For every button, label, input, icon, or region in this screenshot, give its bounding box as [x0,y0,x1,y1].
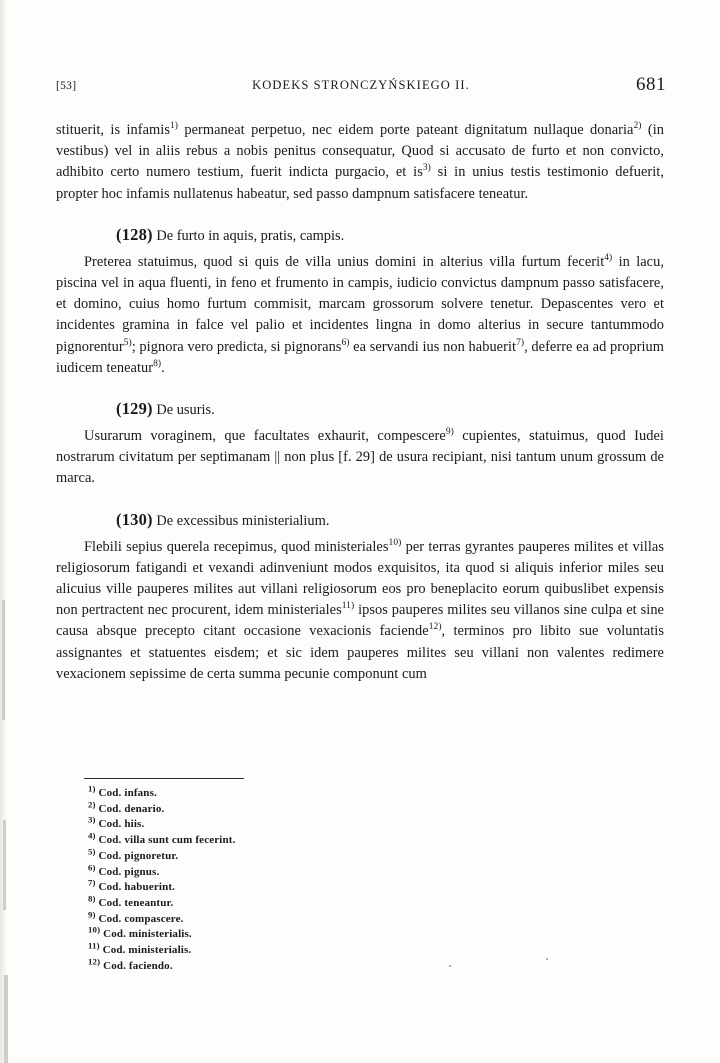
footnote-text: Cod. ministerialis. [103,928,192,941]
scan-speck-artifact [546,958,548,960]
section-title: De excessibus ministerialium. [156,512,330,529]
footnote-text: Cod. compascere. [98,912,184,925]
footnote-item [88,861,518,881]
section-body-130: Flebili sepius querela recepimus, quod ministeriales$^{10)}$ per terras gyrantes pauperes milites et villas religiosorum fatigandi et vexandi adinveniunt modos exquisitos, ita quod si aliquis inferior miles seu alicuius ville pauperes milites aut villani religiosorum eos pro beneplacito eorum quibuslibet expensis non pertractent nec procurent, idem ministeriales$^{11)}$ ipsos pauperes milites seu villanos sine culpa et sine causa absque precepto citant occasione vexacionis faciende$^{12)}$, terminos pro libito sue voluntatis assignantes et statuentes eisdem; et sic idem pauperes milites seu villani non valentes redimere vexacionem sepissime de certa summa pecunie componunt cum [56,537,664,682]
footnote-item [88,877,518,896]
section-heading-130 [56,509,664,532]
page-header [56,74,666,98]
section-title: De furto in aquis, pratis, campis. [156,227,345,244]
footnote-item [88,940,518,959]
footnote-text: Cod. pignus. [98,865,160,878]
footnote-ref: 5) [123,337,132,348]
footnote-ref: 8) [153,359,162,370]
scan-mark-artifact [4,975,8,1063]
footnote-text: Cod. teneantur. [98,896,174,909]
footnote-item [88,924,518,943]
page-body [56,120,664,685]
footnote-text: Cod. infans. [98,787,157,799]
section-heading-129 [56,398,664,421]
footnote-marker: 7) [88,877,96,888]
footnote-marker: 10) [88,924,101,935]
footnote-marker: 1) [88,783,96,794]
footnote-ref: 2) [633,121,642,132]
footnote-text: Cod. habuerint. [98,881,176,894]
footnote-text: Cod. ministerialis. [102,944,192,957]
footnote-item [88,799,518,818]
footnote-marker: 12) [88,956,101,967]
page-number: 681 [636,74,666,95]
paragraph-continuation: stituerit, is infamis$^{1)}$ permaneat perpetuo, nec eidem porte pateant dignitatum nullaque donaria$^{2)}$ (in vestibus) vel in aliis rebus a nobis penitus consequatur, Quod si accusato de furto et non convicto, adhibito certo numero testium, fuerit indicta purgacio, et is$^{3)}$ si in unius testis testimonio defuerit, propter hoc infamis nullatenus habeatur, sed passo dampnum satisfacere teneatur. [56,121,665,202]
footnote-ref: 6) [341,337,350,348]
footnote-separator-rule [84,778,244,779]
footnote-text: Cod. pignoretur. [98,849,179,862]
footnote-ref: 9) [445,427,454,438]
footnote-marker: 4) [88,830,96,841]
footnote-text: Cod. hiis. [98,818,145,831]
folio-marker: [53] [56,80,77,92]
footnote-block [88,783,518,974]
section-number: (129) [116,399,153,419]
section-body-129: Usurarum voraginem, que facultates exhaurit, compescere$^{9)}$ cupientes, statuimus, quod Iudei nostrarum civitatum per septimanam || non plus [f. 29] de usura recipiant, nisi tantum unum grossum de marca. [56,427,664,487]
footnote-item [88,814,518,833]
footnote-ref: 3) [422,163,431,174]
footnote-marker: 5) [88,846,96,857]
footnote-ref: 1) [169,121,178,132]
scan-mark-artifact [3,820,6,910]
footnote-ref: 4) [604,253,613,264]
section-body-128: Preterea statuimus, quod si quis de villa unius domini in alterius villa furtum fecerit$^{4)}$ in lacu, piscina vel in aqua fluenti, in feno et frumento in campis, iudicio convictus dampnum passo satisfacere, et domino, cuius homo furtum commisit, marcam grossorum solvere tenetur. Depascentes vero et incidentes gramina in falce vel palio et incidentes lingna in domo alterius in secure tantummodo pignorentur$^{5)}$; pignora vero predicta, si pignorans$^{6)}$ ea servandi ius non habuerit$^{7)}$, deferre ea ad proprium iudicem teneatur$^{8)}$. [56,253,665,376]
footnote-marker: 3) [88,814,96,825]
footnote-marker: 8) [88,893,96,904]
footnote-ref: 10) [388,537,402,548]
footnote-ref: 12) [428,622,442,633]
footnote-item [88,956,518,975]
footnote-text: Cod. villa sunt cum fecerint. [98,834,236,847]
footnote-marker: 9) [88,908,96,919]
section-number: (128) [116,224,153,244]
section-title: De usuris. [156,402,215,419]
footnote-item [88,908,518,928]
footnote-text: Cod. faciendo. [103,959,173,972]
footnote-marker: 11) [88,940,100,951]
footnote-text: Cod. denario. [98,802,165,815]
scan-mark-artifact [2,600,5,720]
footnote-marker: 2) [88,799,96,810]
running-title: KODEKS STRONCZYŃSKIEGO II. [252,78,470,92]
footnote-item [88,893,518,912]
footnote-ref: 11) [341,601,355,612]
footnote-marker: 6) [88,861,96,872]
section-heading-128 [56,224,664,247]
footnote-item [88,846,518,865]
footnote-item [88,830,518,849]
section-number: (130) [116,509,153,529]
footnote-item [88,783,518,802]
footnote-ref: 7) [516,337,525,348]
